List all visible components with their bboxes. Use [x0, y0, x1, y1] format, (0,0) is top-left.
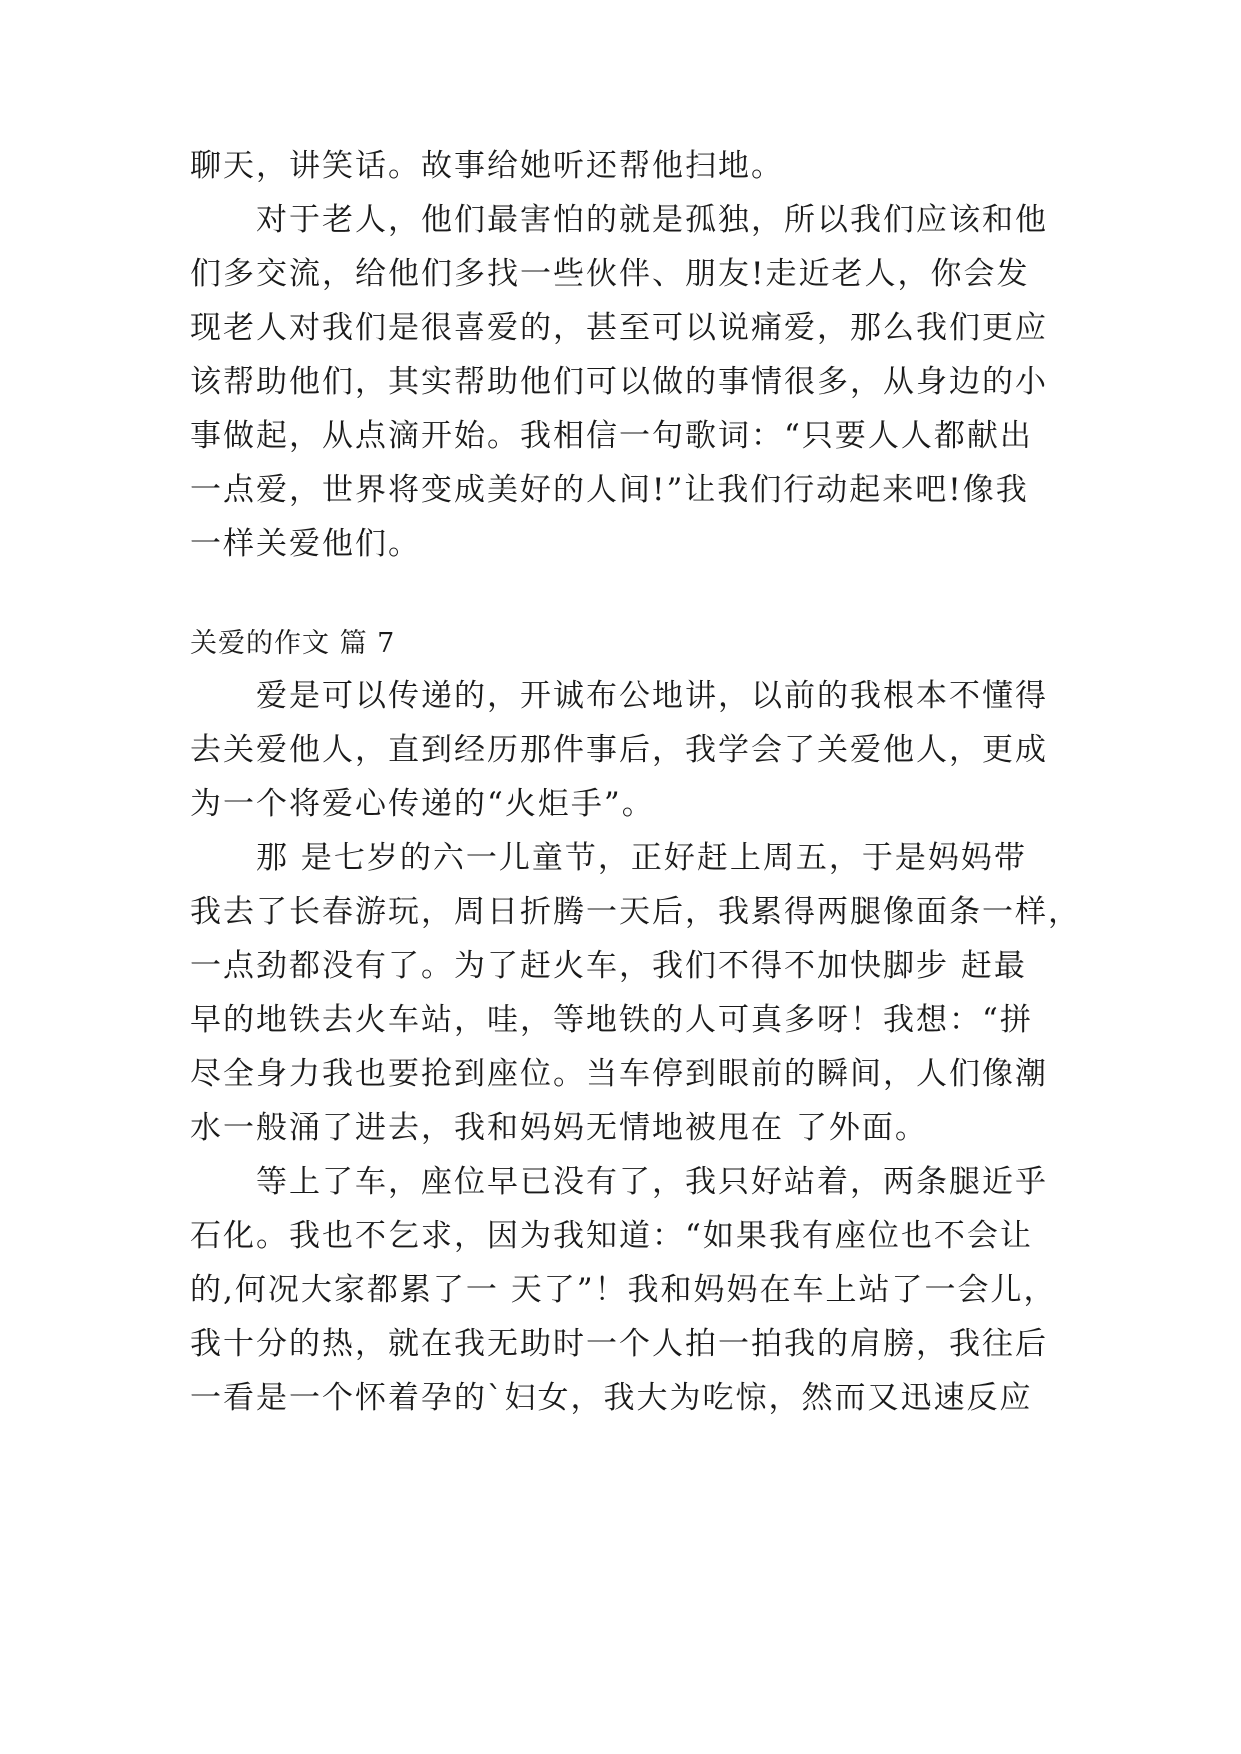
paragraph-line: 对于老人，他们最害怕的就是孤独，所以我们应该和他 [256, 202, 1048, 238]
paragraph-line: 为一个将爱心传递的“火炬手”。 [190, 786, 655, 822]
paragraph-line: 尽全身力我也要抢到座位。当车停到眼前的瞬间，人们像潮 [190, 1056, 1048, 1092]
paragraph-line: 聊天，讲笑话。故事给她听还帮他扫地。 [190, 148, 784, 184]
paragraph-line: 的,何况大家都累了一 天了”！我和妈妈在车上站了一会儿， [190, 1272, 1057, 1308]
paragraph-line: 一点劲都没有了。为了赶火车，我们不得不加快脚步 赶最 [190, 948, 1027, 984]
paragraph-line: 那 是七岁的六一儿童节，正好赶上周五，于是妈妈带 [256, 840, 1027, 876]
paragraph-line: 爱是可以传递的，开诚布公地讲，以前的我根本不懂得 [256, 678, 1048, 714]
paragraph-line: 一样关爱他们。 [190, 526, 421, 562]
paragraph-line: 水一般涌了进去，我和妈妈无情地被甩在 了外面。 [190, 1110, 928, 1146]
paragraph-line: 该帮助他们，其实帮助他们可以做的事情很多，从身边的小 [190, 364, 1048, 400]
paragraph-line: 一点爱，世界将变成美好的人间!”让我们行动起来吧!像我 [190, 472, 1029, 508]
paragraph-line: 现老人对我们是很喜爱的，甚至可以说痛爱，那么我们更应 [190, 310, 1048, 346]
paragraph-line: 石化。我也不乞求，因为我知道：“如果我有座位也不会让 [190, 1218, 1033, 1254]
paragraph-line: 去关爱他人，直到经历那件事后，我学会了关爱他人，更成 [190, 732, 1048, 768]
paragraph-line: 们多交流，给他们多找一些伙伴、朋友!走近老人，你会发 [190, 256, 1030, 292]
paragraph-line: 事做起，从点滴开始。我相信一句歌词：“只要人人都献出 [190, 418, 1033, 454]
section-heading: 关爱的作文 篇 7 [190, 628, 396, 659]
paragraph-line: 我去了长春游玩，周日折腾一天后，我累得两腿像面条一样， [190, 894, 1081, 930]
paragraph-line: 等上了车，座位早已没有了，我只好站着，两条腿近乎 [256, 1164, 1048, 1200]
paragraph-line: 一看是一个怀着孕的`妇女，我大为吃惊，然而又迅速反应 [190, 1380, 1033, 1416]
paragraph-line: 我十分的热，就在我无助时一个人拍一拍我的肩膀，我往后 [190, 1326, 1048, 1362]
paragraph-line: 早的地铁去火车站，哇，等地铁的人可真多呀！我想：“拼 [190, 1002, 1033, 1038]
